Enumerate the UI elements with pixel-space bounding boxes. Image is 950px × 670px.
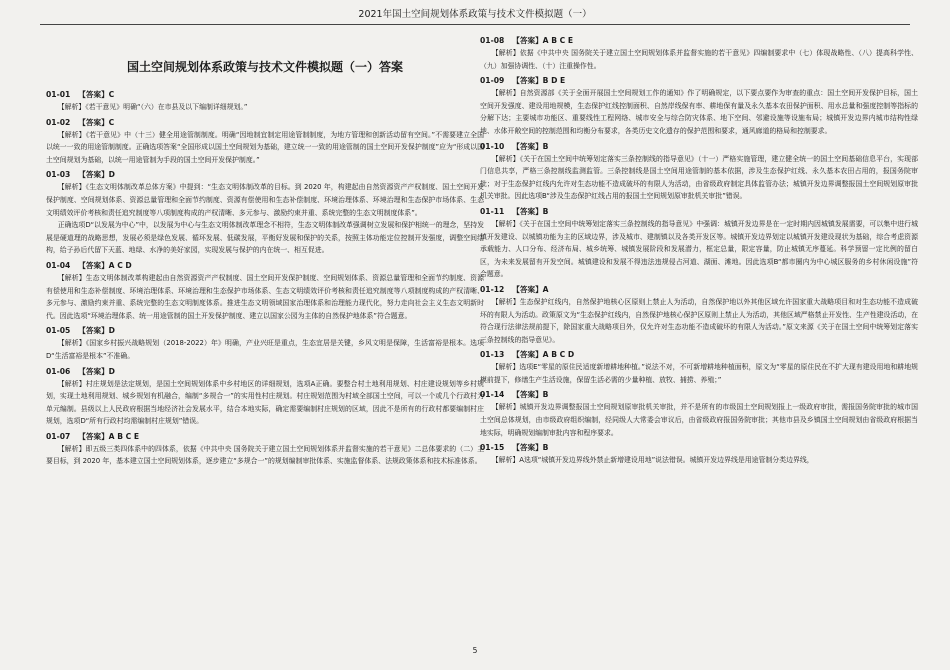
question-answer-line	[480, 140, 918, 153]
answer-key: 【答案】A B C D	[512, 350, 575, 360]
answer-key: 【答案】B	[512, 141, 549, 151]
answer-key: 【答案】D	[78, 326, 115, 336]
explanation-paragraph: 【解析】即五级三类四体系中的四体系，依据《中共中央 国务院关于建立国土空间规划体系并监督实施的若干意见》二总体要求的（二）主要目标，到 2020 年，基本建立国土空间规划体系，逐步建立“多规合一”的规划编制审批体系、实施监督体系、法规政策体系和技术标准体系。	[46, 444, 484, 466]
question-answer-line	[480, 74, 918, 87]
explanation-paragraph: 【解析】《关于在国土空间中统筹划定落实三条控制线的指导意见》中强调：城镇开发边界是在一定时期内因城镇发展需要，可以集中进行城镇开发建设、以城镇功能为主的区域边界，涉及城市、建制镇以及各类开发区等。城镇开发边界划定以城镇开发建设现状为基础，综合考虑资源承载能力、人口分布、经济布局、城乡统筹、城镇发展阶段和发展潜力，框定总量，限定容量，防止城镇无序蔓延。科学预留一定比例的留白区，为未来发展留有开发空间。城镇建设和发展不得违法违规侵占河道、湖面、滩地。因此选项B“都市圈内为中心城区服务的乡村休闲设施”符合题意。	[480, 219, 918, 279]
answer-key: 【答案】B	[512, 206, 549, 216]
explanation-paragraph: 【解析】《若干意见》中（十三）健全用途管制制度。明确“因地制宜制定用途管制制度，为地方管理和创新活动留有空间。”不需要建立全国以统一一致的用途管制制度。正确选项答案“全国形成以国土空间规划为基础，建立统一一致的用途管制的国土空间开发保护制度”应为“形成以国土空间规划为基础，以统一用途管制为手段的国土空间开发保护制度。”	[46, 130, 484, 164]
explanation-paragraph: 【解析】生态保护红线内，自然保护地核心区原则上禁止人为活动，自然保护地以外其他区域允许国家重大战略项目和对生态功能不造成破坏的有限人为活动。政策原文为“生态保护红线内，自然保护地核心保护区原则上禁止人为活动，其他区域严格禁止开发性、生产性建设活动，在符合现行法律法规前提下，除国家重大战略项目外，仅允许对生态功能不造成破坏的有限人为活动。”原文来源《关于在国土空间中统筹划定落实三条控制线的指导意见》。	[480, 297, 918, 344]
explanation-paragraph: 【解析】《生态文明体制改革总体方案》中提到：“生态文明体制改革的目标。到 2020 年，构建起由自然资源资产产权制度、国土空间开发保护制度、空间规划体系、资源总量管理和全面节约制度、资源有偿使用和生态补偿制度、环境治理体系、环境治理和生态保护市场体系、生态文明绩效评价考核和责任追究制度等八项制度构成的产权清晰、多元参与、激励约束并重、系统完整的生态文明制度体系”。	[46, 183, 484, 217]
question-number: 01-12	[480, 284, 505, 294]
question-answer-line	[46, 324, 484, 337]
answer-key: 【答案】A B C E	[512, 36, 574, 45]
question-number: 01-02	[46, 117, 71, 127]
question-answer-line	[46, 88, 484, 101]
answer-key: 【答案】D	[78, 366, 115, 376]
question-answer-line	[480, 205, 918, 218]
answer-key: 【答案】A	[512, 284, 549, 294]
left-column	[46, 32, 484, 468]
explanation-paragraph: 【解析】《若干意见》明确“（六）在市县及以下编制详细规划。”	[57, 103, 248, 111]
explanation-paragraph: 【解析】城镇开发边界调整报国土空间规划原审批机关审批，并不是所有的市级国土空间规划报上一级政府审批，需报国务院审批的城市国土空间总体规划，由市级政府组织编制，经同级人大常委会审议后，由省级政府报国务院审批；其他市县及乡镇国土空间规划由省级政府根据当地实际，明确规划编制审批内容和程序要求。	[480, 403, 918, 437]
question-number: 01-07	[46, 431, 71, 441]
explanation-paragraph: 【解析】村庄规划是法定规划，是国土空间规划体系中乡村地区的详细规划，选项A正确。要整合村土地利用规划、村庄建设规划等乡村规划，实现土地利用规划、城乡规划有机融合，编制“多规合一”的实用性村庄规划。村庄规划范围为村域全部国土空间，可以一个或几个行政村为单元编制。县级以上人民政府根据当地经济社会发展水平，结合本地实际，确定需要编制村庄规划的区域，因此不是所有的行政村都要编制村庄规划，选项D“所有行政村均需编制村庄规划”错误。	[46, 379, 484, 426]
question-number: 01-14	[480, 390, 505, 400]
page-number: 5	[472, 646, 478, 655]
answer-key: 【答案】C	[78, 117, 115, 127]
question-number: 01-04	[46, 260, 71, 270]
explanation-paragraph: 【解析】《国家乡村振兴战略规划（2018-2022）年》明确，产业兴旺是重点，生态宜居是关键，乡风文明是保障，生活富裕是根本。选项D“生活富裕是根本”不准确。	[46, 339, 484, 360]
question-number: 01-08	[480, 36, 505, 45]
question-number: 01-13	[480, 350, 505, 360]
answer-key: 【答案】C	[78, 90, 115, 99]
question-answer-line	[480, 388, 918, 401]
running-header: 2021年国土空间规划体系政策与技术文件模拟题（一）	[40, 6, 910, 25]
question-number: 01-11	[480, 206, 505, 216]
question-number: 01-06	[46, 366, 71, 376]
question-answer-line	[480, 34, 918, 47]
answer-key: 【答案】B	[512, 390, 549, 400]
question-answer-line	[480, 283, 918, 296]
answer-key: 【答案】B	[512, 443, 549, 453]
explanation-paragraph: 【解析】A选项“城镇开发边界线外禁止新增建设用地”说法错误。城镇开发边界线是用途管制分类边界线，	[491, 456, 814, 465]
right-column	[480, 32, 918, 467]
question-answer-line	[46, 365, 484, 378]
question-answer-line	[46, 116, 484, 129]
question-answer-line	[46, 168, 484, 181]
question-answer-line	[46, 430, 484, 443]
question-number: 01-05	[46, 326, 71, 336]
question-answer-line	[480, 441, 918, 454]
question-number: 01-09	[480, 76, 505, 86]
explanation-paragraph: 【解析】自然资源部《关于全面开展国土空间规划工作的通知》作了明确规定，以下要点要作为审查的重点：国土空间开发保护目标，国土空间开发强度、建设用地规模，生态保护红线控制面积、自然岸线保有率、耕地保有量及永久基本农田保护面积、用水总量和强度控制等指标的分解下达；主要城市功能区、重要线性工程网络、城市安全与综合防灾体系、地下空间、邻避设施等设施布局；城镇开发边界内城市结构性绿地、水体开敞空间的控制范围和均衡分布要求，各类历史文化遗存的保护范围和要求，通风廊道的格局和控制要求。	[480, 89, 918, 135]
answer-key: 【答案】D	[78, 170, 115, 180]
explanation-paragraph: 【解析】选项E“零星的原住民适度新增耕地种植。”说法不对，不可新增耕地种植面积，原文为“零星的原住民在不扩大现有建设用地和耕地规模前提下，修缮生产生活设施，保留生活必需的少量种植、放牧、捕捞、养殖；”	[480, 363, 918, 384]
answer-key: 【答案】B D E	[512, 76, 566, 86]
explanation-paragraph: 【解析】《关于在国土空间中统筹划定落实三条控制线的指导意见》（十一）严格实施管理，建立健全统一的国土空间基础信息平台，实现部门信息共享，严格三条控制线监测监管。三条控制线是国土空间用途管制的基本依据，涉及生态保护红线、永久基本农田占用的，报国务院审批；对于生态保护红线内允许对生态功能不造成破坏的有限人为活动，由省级政府制定具体监管办法；城镇开发边界调整报国土空间规划原审批机关审批。因此选项B“涉及生态保护红线占用的报国土空间规划原审批机关审批”错误。	[480, 154, 918, 201]
question-answer-line	[480, 348, 918, 361]
document-title: 国土空间规划体系政策与技术文件模拟题（一）答案	[126, 60, 403, 74]
answer-key: 【答案】A B C E	[78, 431, 140, 441]
question-number: 01-15	[480, 443, 505, 453]
answer-key: 【答案】A C D	[78, 260, 132, 270]
question-number: 01-10	[480, 141, 505, 151]
question-number: 01-01	[46, 90, 71, 99]
explanation-paragraph: 【解析】依据《中共中央 国务院关于建立国土空间规划体系并监督实施的若干意见》四编制要求中（七）体现战略性、（八）提高科学性、（九）加强协调性、（十）注重操作性。	[480, 49, 918, 70]
question-number: 01-03	[46, 170, 71, 180]
question-answer-line	[46, 259, 484, 272]
explanation-paragraph: 【解析】生态文明体制改革构建起由自然资源资产产权制度、国土空间开发保护制度、空间规划体系、资源总量管理和全面节约制度、资源有偿使用和生态补偿制度、环境治理体系、环境治理和生态保护市场体系、生态文明绩效评价考核和责任追究制度等八项制度构成的产权清晰、多元参与、激励约束并重、系统完整的生态文明制度体系。推进生态文明领域国家治理体系和治理能力现代化，努力走向社会主义生态文明新时代。因此选项“环境治理体系、统一用途管制的国土开发保护制度、建立以国家公园为主体的自然保护地体系”符合题意。	[46, 273, 484, 320]
explanation-paragraph: 正确选项D“以发展为中心”中，以发展为中心与生态文明体制改革理念不相符，生态文明体制改革强调树立发展和保护相统一的理念，坚持发展是硬道理的战略思想，发展必须是绿色发展、循环发展、低碳发展，平衡好发展和保护的关系，按照主体功能定位控制开发强度，调整空间结构，给子孙后代留下天蓝、地绿、水净的美好家园，实现发展与保护的内在统一、相互促进。	[46, 221, 484, 255]
